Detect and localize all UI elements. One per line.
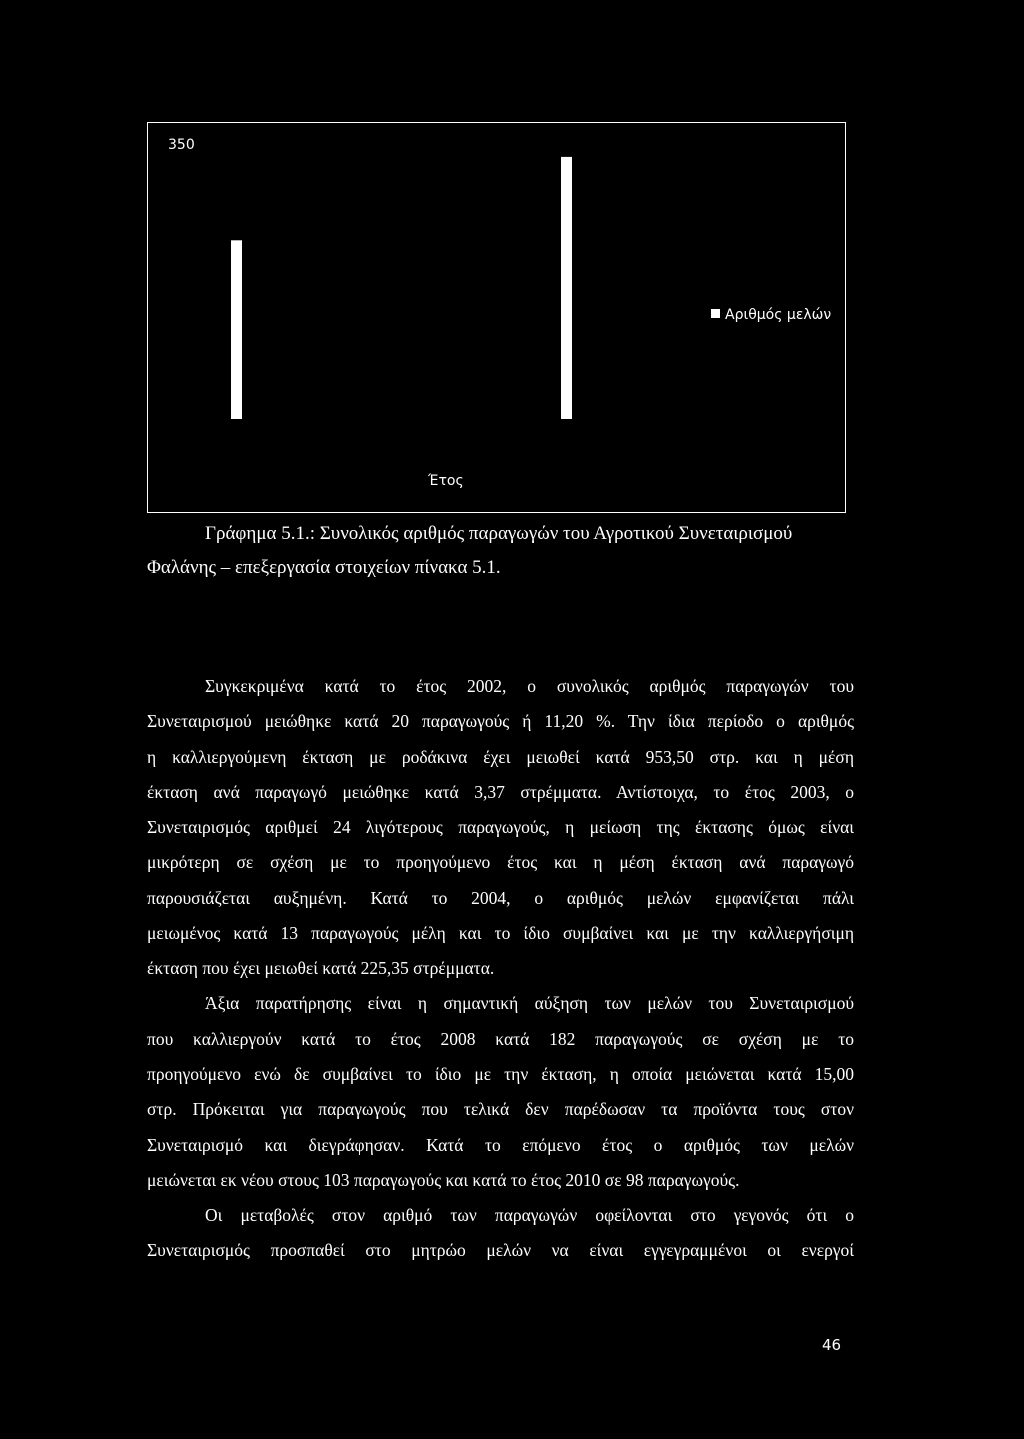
body-line: Συνεταιρισμό και διεγράφησαν. Κατά το επόμενο έτος ο αριθμός των μελών	[147, 1135, 854, 1155]
body-line: που καλλιεργούν κατά το έτος 2008 κατά 182 παραγωγούς σε σχέση με το	[147, 1029, 854, 1049]
figure-caption-line-1: Γράφημα 5.1.: Συνολικός αριθμός παραγωγών του Αγροτικού Συνεταιρισμού	[205, 523, 793, 544]
body-line: Άξια παρατήρησης είναι η σημαντική αύξηση των μελών του Συνεταιρισμού	[205, 993, 854, 1013]
body-line: παρουσιάζεται αυξημένη. Κατά το 2004, ο αριθμός μελών εμφανίζεται πάλι	[147, 888, 854, 908]
body-line: μειώνεται εκ νέου στους 103 παραγωγούς και κατά το έτος 2010 σε 98 παραγωγούς.	[147, 1170, 740, 1190]
body-line: μικρότερη σε σχέση με το προηγούμενο έτος και η μέση έκταση ανά παραγωγό	[147, 852, 854, 872]
body-line: Συνεταιρισμός αριθμεί 24 λιγότερους παραγωγούς, η μείωση της έκτασης όμως είναι	[147, 817, 854, 837]
page-number: 46	[822, 1336, 842, 1354]
body-line: μειωμένος κατά 13 παραγωγούς μέλη και το ίδιο συμβαίνει και με την καλλιεργήσιμη	[147, 923, 854, 943]
body-line: Συνεταιρισμού μειώθηκε κατά 20 παραγωγούς ή 11,20 %. Την ίδια περίοδο ο αριθμός	[147, 711, 854, 731]
bars-group	[231, 157, 572, 419]
body-line: στρ. Πρόκειται για παραγωγούς που τελικά δεν παρέδωσαν τα προϊόντα τους στον	[147, 1099, 854, 1119]
legend-swatch	[711, 309, 720, 318]
body-line: προηγούμενο ενώ δε συμβαίνει το ίδιο με την έκταση, η οποία μειώνεται κατά 15,00	[147, 1064, 854, 1084]
body-line: έκταση που έχει μειωθεί κατά 225,35 στρέμματα.	[147, 958, 495, 978]
legend-label: Αριθμός μελών	[725, 307, 832, 323]
chart-canvas	[148, 123, 847, 514]
y-axis-max-label: 350	[168, 137, 195, 153]
figure-caption-line-2: Φαλάνης – επεξεργασία στοιχείων πίνακα 5.1.	[147, 557, 501, 578]
x-axis-label: Έτος	[428, 473, 464, 489]
body-line: Συνεταιρισμός προσπαθεί στο μητρώο μελών να είναι εγγεγραμμένοι οι ενεργοί	[147, 1240, 854, 1260]
bar-1	[231, 240, 242, 419]
bar-2	[561, 157, 572, 419]
bar-chart	[147, 122, 846, 513]
body-line: η καλλιεργούμενη έκταση με ροδάκινα έχει μειωθεί κατά 953,50 στρ. και η μέση	[147, 747, 854, 767]
body-line: Οι μεταβολές στον αριθμό των παραγωγών οφείλονται στο γεγονός ότι ο	[205, 1205, 854, 1225]
body-line: Συγκεκριμένα κατά το έτος 2002, ο συνολικός αριθμός παραγωγών του	[205, 676, 854, 696]
body-line: έκταση ανά παραγωγό μειώθηκε κατά 3,37 στρέμματα. Αντίστοιχα, το έτος 2003, ο	[147, 782, 854, 802]
